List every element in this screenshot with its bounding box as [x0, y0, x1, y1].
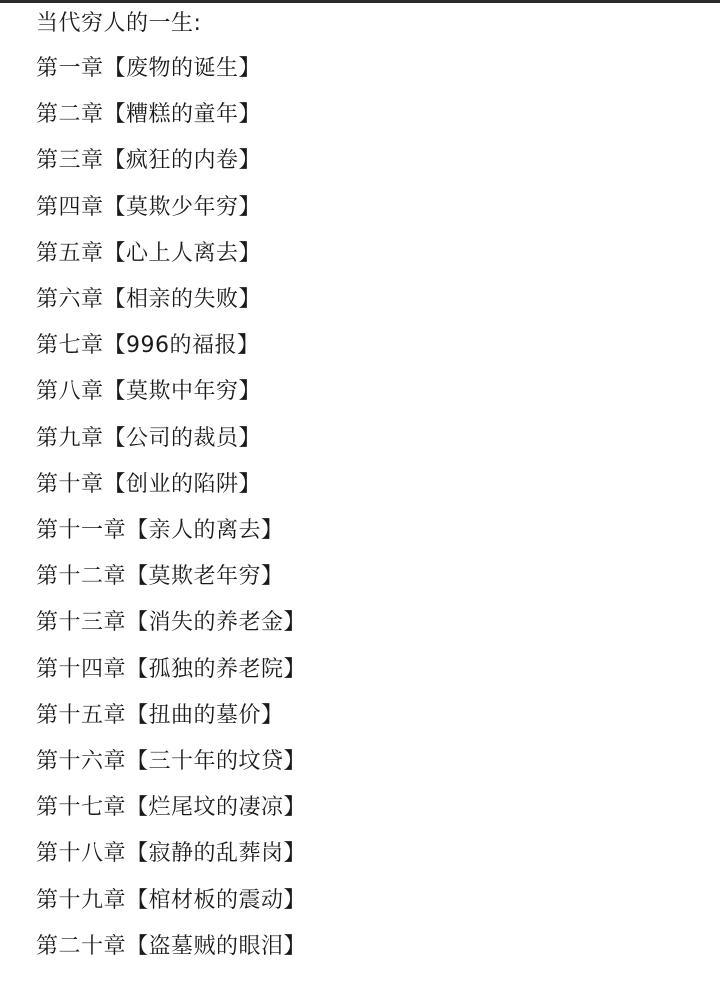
- chapter-number: 第二章: [36, 102, 104, 127]
- poor-chapter-item: [36, 470, 261, 500]
- poor-chapter-item: [36, 655, 306, 685]
- poor-chapter-item: [36, 377, 261, 407]
- poor-chapter-item: [36, 239, 261, 269]
- chapter-title: 【心上人离去】: [103, 241, 262, 266]
- chapter-title: 【三十年的坟贷】: [126, 749, 307, 774]
- chapter-number: 第十九章: [36, 888, 127, 913]
- chapter-number: 第三章: [36, 148, 104, 173]
- chapter-number: 第七章: [36, 333, 104, 358]
- poor-chapter-item: [36, 54, 261, 84]
- poor-chapter-item: [36, 516, 284, 546]
- chapter-number: 第八章: [36, 379, 104, 404]
- chapter-title: 【消失的养老金】: [126, 610, 307, 635]
- chapter-number: 第九章: [36, 426, 104, 451]
- chapter-title: 【公司的裁员】: [103, 426, 262, 451]
- chapter-title: 【扭曲的墓价】: [126, 703, 284, 728]
- poor-chapter-item: [36, 839, 306, 869]
- poor-chapter-item: [36, 285, 261, 315]
- poor-chapter-item: [36, 193, 261, 223]
- chapter-number: 第五章: [36, 241, 104, 266]
- poor-chapter-item: [36, 886, 306, 916]
- chapter-number: 第一章: [36, 56, 104, 81]
- chapter-number: 第十八章: [36, 841, 127, 866]
- chapter-title: 【相亲的失败】: [103, 287, 262, 312]
- chapter-number: 第十七章: [36, 795, 127, 820]
- chapter-number: 第十一章: [36, 518, 127, 543]
- poor-chapter-item: [36, 146, 261, 176]
- chapter-title: 【亲人的离去】: [126, 518, 284, 543]
- chapter-number: 第十三章: [36, 610, 127, 635]
- chapter-title: 【莫欺少年穷】: [103, 195, 262, 220]
- top-border: [0, 0, 720, 3]
- poor-chapter-item: [36, 424, 261, 454]
- chapter-title: 【疯狂的内卷】: [103, 148, 262, 173]
- chapter-number: 第十二章: [36, 564, 127, 589]
- chapter-title: 【莫欺中年穷】: [103, 379, 262, 404]
- chapter-number: 第十六章: [36, 749, 127, 774]
- chapter-title: 【废物的诞生】: [103, 56, 262, 81]
- chapter-number: 第六章: [36, 287, 104, 312]
- chapter-number: 第十五章: [36, 703, 127, 728]
- poor-chapter-item: [36, 562, 284, 592]
- poor-chapter-item: [36, 932, 306, 962]
- poor-chapter-item: [36, 701, 284, 731]
- chapter-number: 第二十章: [36, 934, 127, 959]
- chapter-title: 【盗墓贼的眼泪】: [126, 934, 307, 959]
- chapter-title: 【烂尾坟的凄凉】: [126, 795, 307, 820]
- poor-chapter-item: [36, 100, 261, 130]
- chapter-title: 【寂静的乱葬岗】: [126, 841, 307, 866]
- chapter-title: 【棺材板的震动】: [126, 888, 307, 913]
- poor-chapter-item: [36, 793, 306, 823]
- poor-chapter-item: [36, 747, 306, 777]
- chapter-title: 【莫欺老年穷】: [126, 564, 284, 589]
- chapter-number: 第四章: [36, 195, 104, 220]
- chapter-title: 【创业的陷阱】: [103, 472, 262, 497]
- chapter-title: 【996的福报】: [103, 333, 260, 358]
- chapter-title: 【孤独的养老院】: [126, 657, 307, 682]
- chapter-number: 第十四章: [36, 657, 127, 682]
- poor-life-title: 当代穷人的一生:: [36, 11, 202, 36]
- chapter-title: 【糟糕的童年】: [103, 102, 262, 127]
- chapter-number: 第十章: [36, 472, 104, 497]
- poor-chapter-item: [36, 331, 260, 361]
- poor-chapter-item: [36, 608, 306, 638]
